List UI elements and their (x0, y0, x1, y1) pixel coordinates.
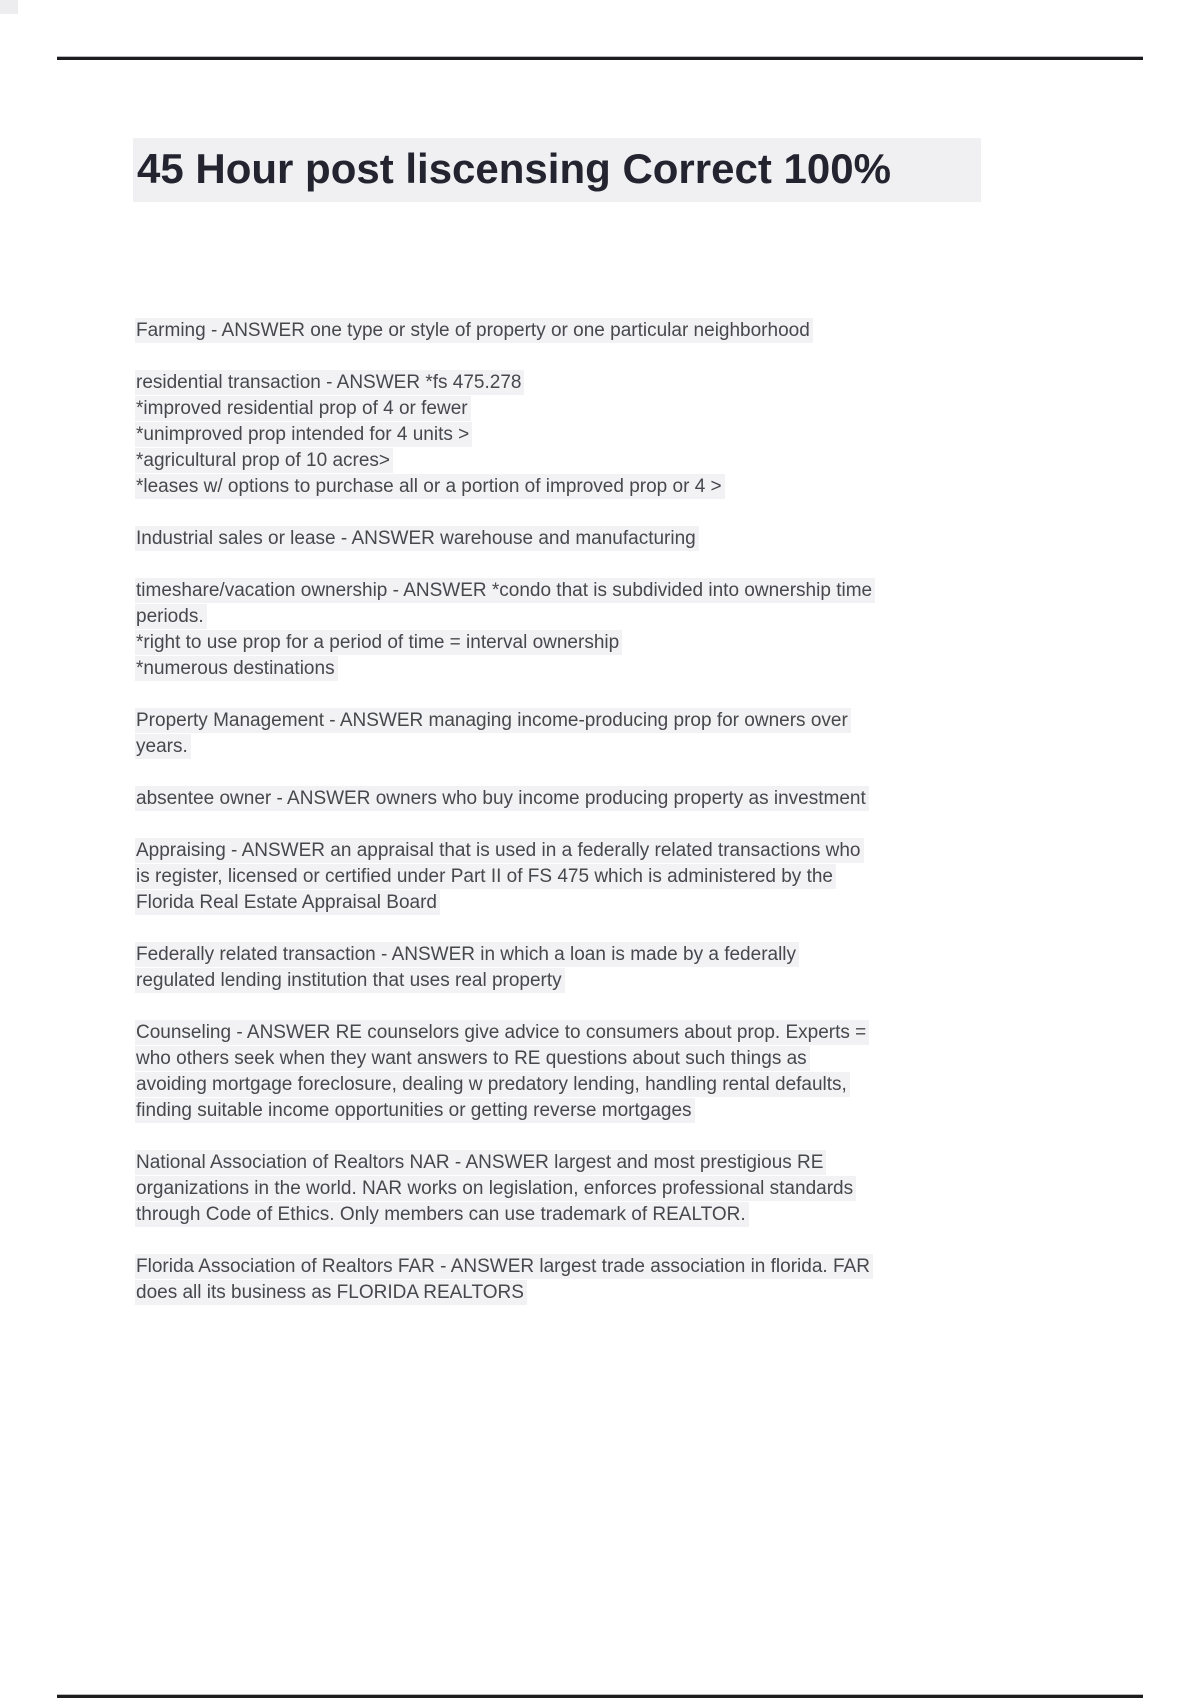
bottom-rule (57, 1694, 1143, 1698)
paragraph (135, 708, 1035, 760)
text-line (135, 448, 1035, 474)
text-line (135, 318, 1035, 344)
highlighted-text: who others seek when they want answers to RE questions about such things as (135, 1046, 810, 1071)
text-line (135, 1280, 1035, 1306)
text-line (135, 838, 1035, 864)
text-line (135, 942, 1035, 968)
highlighted-text: *right to use prop for a period of time = interval ownership (135, 630, 622, 655)
highlighted-text: Property Management - ANSWER managing income-producing prop for owners over (135, 708, 851, 733)
text-line (135, 1046, 1035, 1072)
paragraph (135, 786, 1035, 812)
text-line (135, 422, 1035, 448)
top-rule (57, 56, 1143, 60)
paragraph (135, 838, 1035, 916)
text-line (135, 370, 1035, 396)
highlighted-text: through Code of Ethics. Only members can use trademark of REALTOR. (135, 1202, 749, 1227)
text-line (135, 1098, 1035, 1124)
highlighted-text: does all its business as FLORIDA REALTORS (135, 1280, 527, 1305)
paragraph (135, 578, 1035, 682)
text-line (135, 526, 1035, 552)
highlighted-text: Counseling - ANSWER RE counselors give advice to consumers about prop. Experts = (135, 1020, 869, 1045)
highlighted-text: timeshare/vacation ownership - ANSWER *condo that is subdivided into ownership time (135, 578, 875, 603)
text-line (135, 1254, 1035, 1280)
text-line (135, 604, 1035, 630)
paragraph (135, 318, 1035, 344)
highlighted-text: Florida Real Estate Appraisal Board (135, 890, 440, 915)
paragraph (135, 1150, 1035, 1228)
highlighted-text: avoiding mortgage foreclosure, dealing w predatory lending, handling rental defaults, (135, 1072, 850, 1097)
text-line (135, 656, 1035, 682)
highlighted-text: *numerous destinations (135, 656, 338, 681)
highlighted-text: finding suitable income opportunities or getting reverse mortgages (135, 1098, 695, 1123)
text-line (135, 1020, 1035, 1046)
highlighted-text: National Association of Realtors NAR - ANSWER largest and most prestigious RE (135, 1150, 826, 1175)
paragraph (135, 1020, 1035, 1124)
page-title: 45 Hour post liscensing Correct 100% (133, 138, 981, 202)
highlighted-text: Florida Association of Realtors FAR - ANSWER largest trade association in florida. FAR (135, 1254, 873, 1279)
highlighted-text: Federally related transaction - ANSWER in which a loan is made by a federally (135, 942, 799, 967)
highlighted-text: residential transaction - ANSWER *fs 475.278 (135, 370, 524, 395)
highlighted-text: organizations in the world. NAR works on legislation, enforces professional standards (135, 1176, 856, 1201)
page-corner-artifact (0, 0, 18, 14)
highlighted-text: *agricultural prop of 10 acres> (135, 448, 393, 473)
text-line (135, 578, 1035, 604)
text-line (135, 968, 1035, 994)
paragraph (135, 1254, 1035, 1306)
document-body (135, 318, 1035, 1332)
highlighted-text: Appraising - ANSWER an appraisal that is used in a federally related transactions who (135, 838, 864, 863)
paragraph (135, 370, 1035, 500)
highlighted-text: is register, licensed or certified under Part II of FS 475 which is administered by the (135, 864, 836, 889)
title-block (133, 138, 981, 202)
text-line (135, 1150, 1035, 1176)
text-line (135, 630, 1035, 656)
text-line (135, 708, 1035, 734)
text-line (135, 1176, 1035, 1202)
text-line (135, 734, 1035, 760)
text-line (135, 1202, 1035, 1228)
text-line (135, 890, 1035, 916)
text-line (135, 474, 1035, 500)
highlighted-text: regulated lending institution that uses real property (135, 968, 565, 993)
highlighted-text: *leases w/ options to purchase all or a portion of improved prop or 4 > (135, 474, 725, 499)
highlighted-text: Industrial sales or lease - ANSWER warehouse and manufacturing (135, 526, 699, 551)
text-line (135, 1072, 1035, 1098)
highlighted-text: *unimproved prop intended for 4 units > (135, 422, 472, 447)
highlighted-text: *improved residential prop of 4 or fewer (135, 396, 471, 421)
highlighted-text: years. (135, 734, 191, 759)
text-line (135, 786, 1035, 812)
paragraph (135, 942, 1035, 994)
text-line (135, 864, 1035, 890)
highlighted-text: absentee owner - ANSWER owners who buy income producing property as investment (135, 786, 869, 811)
highlighted-text: periods. (135, 604, 207, 629)
paragraph (135, 526, 1035, 552)
text-line (135, 396, 1035, 422)
highlighted-text: Farming - ANSWER one type or style of property or one particular neighborhood (135, 318, 813, 343)
